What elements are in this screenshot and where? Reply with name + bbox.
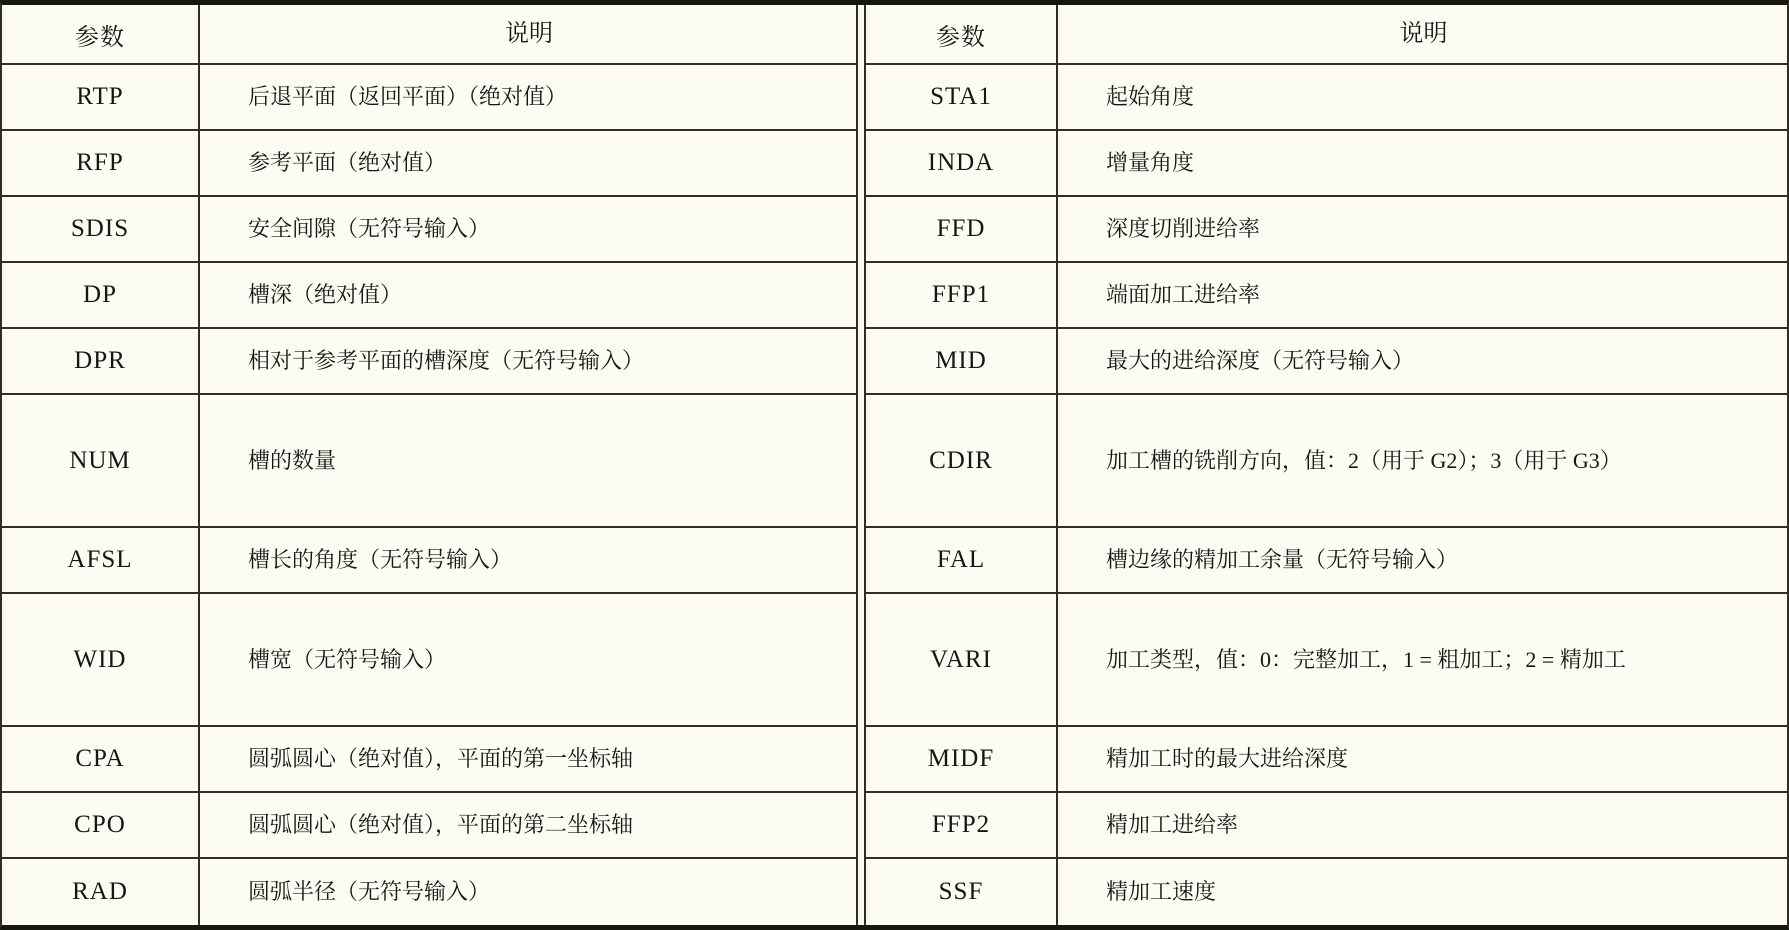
table-row [2,594,856,727]
desc-cell [1058,594,1787,725]
desc-cell [1058,528,1787,592]
table-row [2,131,856,197]
param-value: SSF [938,878,984,905]
table-row [866,65,1787,131]
desc-value: 端面加工进给率 [1106,282,1261,307]
param-cell [2,197,200,261]
desc-cell [1058,131,1787,195]
table-row [866,131,1787,197]
desc-cell [1058,395,1787,526]
param-cell [866,859,1058,925]
desc-cell [200,727,856,791]
desc-value: 槽深（绝对值） [248,282,403,307]
desc-cell [1058,65,1787,129]
desc-value: 精加工进给率 [1106,812,1239,837]
desc-header-label: 说明 [505,21,553,47]
desc-cell [200,594,856,725]
param-value: CDIR [929,446,993,474]
desc-cell [200,859,856,925]
desc-cell [200,329,856,393]
desc-value: 精加工速度 [1106,879,1217,904]
param-cell [866,197,1058,261]
param-value: MIDF [927,745,995,772]
desc-value: 最大的进给深度（无符号输入） [1106,348,1415,373]
param-value: CPO [74,811,126,838]
param-value: RFP [76,149,124,176]
desc-header-cell [1058,5,1787,63]
desc-cell [1058,329,1787,393]
table-row [866,727,1787,793]
header-row [2,5,856,65]
table-row [2,727,856,793]
param-cell [866,263,1058,327]
table-row [2,65,856,131]
param-value: FAL [936,546,986,573]
desc-cell [1058,859,1787,925]
param-cell [2,263,200,327]
desc-cell [200,197,856,261]
double-line-separator [856,5,866,925]
param-value: VARI [930,645,992,673]
table-row [2,793,856,859]
table-row [866,263,1787,329]
desc-value: 相对于参考平面的槽深度（无符号输入） [248,348,645,373]
table-row [866,329,1787,395]
desc-cell [200,65,856,129]
desc-cell [200,528,856,592]
desc-cell [1058,263,1787,327]
desc-value: 槽宽（无符号输入） [248,646,447,672]
table-row [866,395,1787,528]
param-header-label: 参数 [936,24,986,51]
param-cell [2,329,200,393]
param-header-cell [866,5,1058,63]
param-header-label: 参数 [75,24,125,51]
param-header-cell [2,5,200,63]
table-row [866,793,1787,859]
table-row [866,197,1787,263]
param-value: RTP [76,83,124,110]
desc-value: 精加工时的最大进给深度 [1106,746,1349,771]
param-value: INDA [927,149,995,176]
param-value: CPA [75,745,125,772]
desc-header-label: 说明 [1399,21,1448,47]
table-row [866,528,1787,594]
desc-cell [200,263,856,327]
desc-value: 圆弧圆心（绝对值），平面的第二坐标轴 [248,812,634,837]
param-cell [2,727,200,791]
desc-value: 深度切削进给率 [1106,216,1261,241]
param-value: WID [73,645,127,673]
table-row [2,329,856,395]
param-cell [866,528,1058,592]
desc-value: 加工槽的铣削方向，值：2（用于 G2）；3（用于 G3） [1106,447,1622,473]
param-value: FFP2 [931,811,991,838]
desc-cell [1058,793,1787,857]
desc-cell [200,131,856,195]
desc-cell [1058,197,1787,261]
desc-cell [1058,727,1787,791]
table-row [866,859,1787,925]
desc-cell [200,395,856,526]
param-cell [2,131,200,195]
param-value: AFSL [67,546,133,573]
param-cell [866,65,1058,129]
desc-header-cell [200,5,856,63]
table-row [866,594,1787,727]
param-cell [866,793,1058,857]
param-cell [866,727,1058,791]
desc-value: 加工类型，值：0：完整加工，1 = 粗加工；2 = 精加工 [1106,646,1626,672]
desc-value: 圆弧圆心（绝对值），平面的第一坐标轴 [248,746,634,771]
param-value: SDIS [70,215,130,242]
table-row [2,859,856,925]
table-row [2,528,856,594]
table-right [866,5,1787,925]
desc-value: 圆弧半径（无符号输入） [248,879,491,904]
param-value: STA1 [930,83,992,110]
param-cell [866,594,1058,725]
param-cell [2,395,200,526]
param-value: FFP1 [931,281,991,308]
desc-value: 槽长的角度（无符号输入） [248,547,513,572]
param-cell [2,528,200,592]
header-row [866,5,1787,65]
desc-cell [200,793,856,857]
table-row [2,197,856,263]
desc-value: 槽的数量 [248,447,337,473]
desc-value: 槽边缘的精加工余量（无符号输入） [1106,547,1459,572]
param-cell [866,131,1058,195]
param-value: MID [935,347,987,374]
desc-value: 增量角度 [1106,150,1195,175]
param-value: FFD [936,215,986,242]
param-cell [2,65,200,129]
desc-value: 后退平面（返回平面）（绝对值） [248,84,568,109]
param-value: RAD [72,878,128,905]
param-cell [2,793,200,857]
desc-value: 起始角度 [1106,84,1195,109]
table-row [2,395,856,528]
param-cell [866,329,1058,393]
param-cell [2,859,200,925]
param-cell [866,395,1058,526]
param-value: DP [83,281,117,308]
param-value: NUM [69,446,131,474]
desc-value: 安全间隙（无符号输入） [248,216,491,241]
table-left [2,5,856,925]
param-cell [2,594,200,725]
table-row [2,263,856,329]
param-value: DPR [74,347,126,374]
desc-value: 参考平面（绝对值） [248,150,447,175]
